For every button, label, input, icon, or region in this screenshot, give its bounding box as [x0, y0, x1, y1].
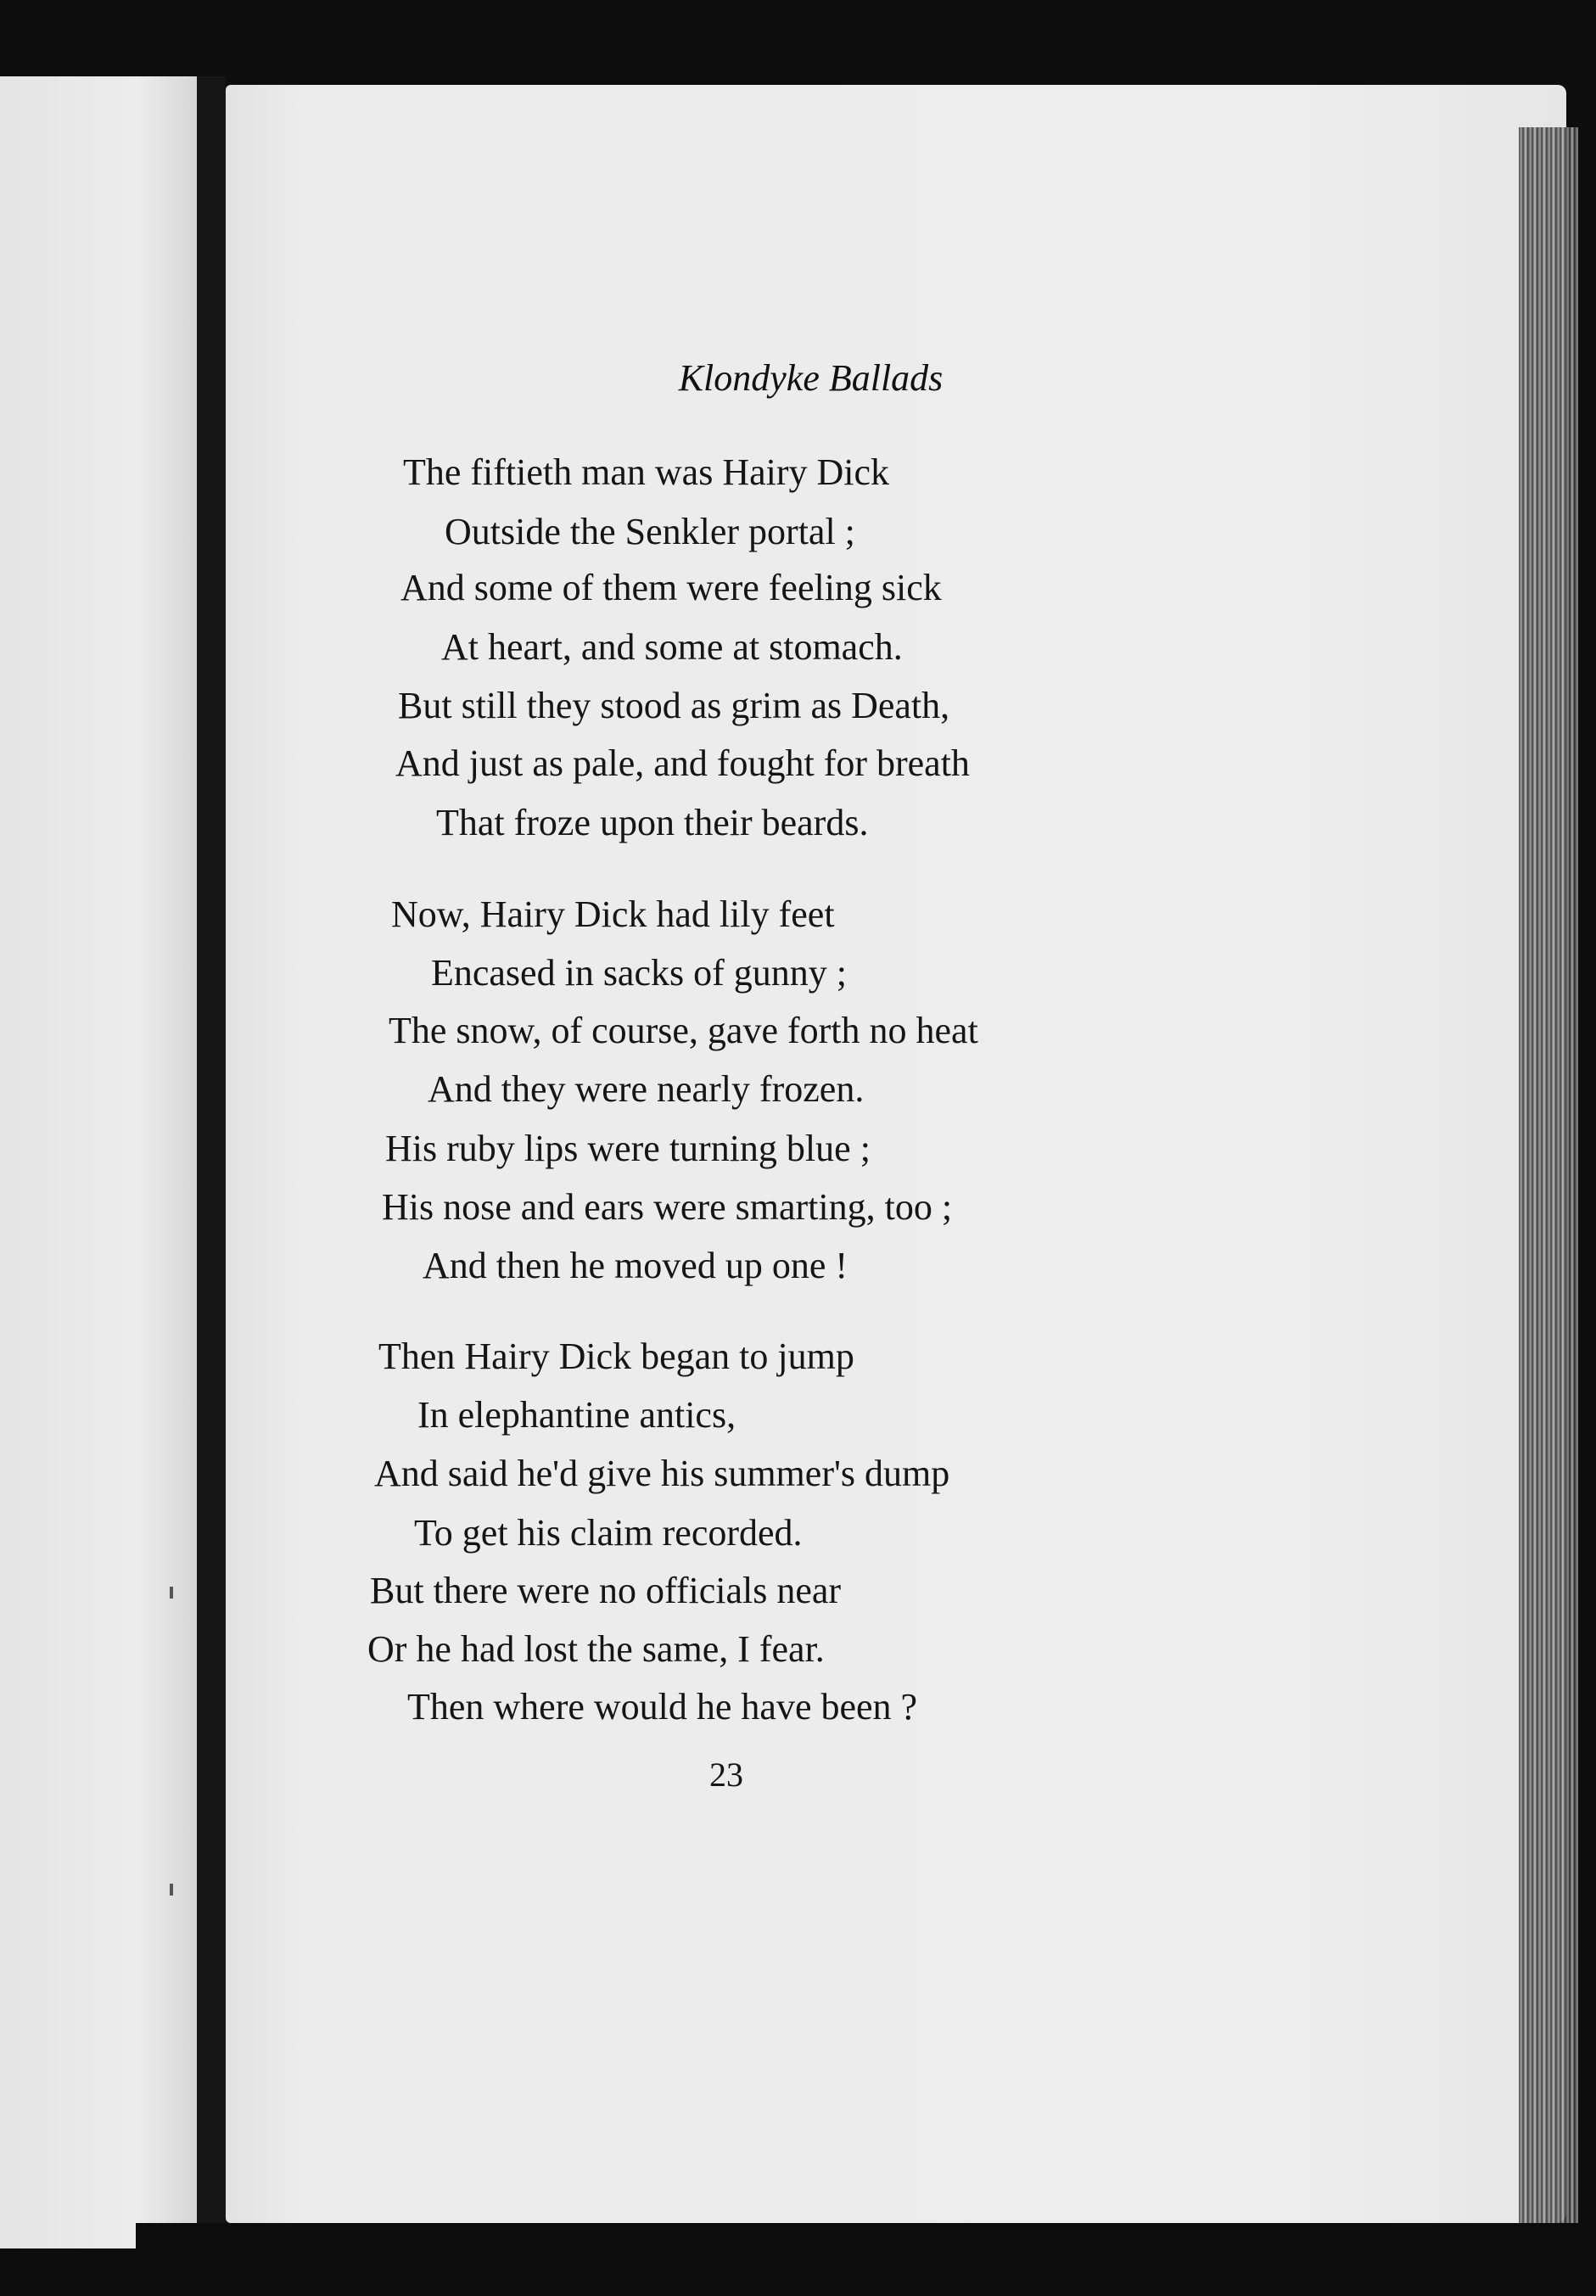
poem-line: To get his claim recorded. — [414, 1512, 803, 1554]
poem-line: At heart, and some at stomach. — [441, 626, 903, 668]
poem-line: And then he moved up one ! — [423, 1245, 848, 1286]
poem-line: His nose and ears were smarting, too ; — [382, 1186, 953, 1228]
poem-line: Encased in sacks of gunny ; — [431, 952, 847, 994]
poem-line: Or he had lost the same, I fear. — [367, 1628, 825, 1670]
poem-line: But still they stood as grim as Death, — [398, 685, 950, 726]
page-mark — [170, 1587, 173, 1599]
page-mark — [170, 1884, 173, 1896]
page-number: 23 — [709, 1756, 743, 1794]
poem-line: Then Hairy Dick began to jump — [378, 1336, 854, 1377]
poem-line: The fiftieth man was Hairy Dick — [403, 451, 890, 493]
poem-line: Then where would he have been ? — [407, 1686, 918, 1728]
poem-line: The snow, of course, gave forth no heat — [389, 1010, 978, 1051]
book-spine — [197, 76, 226, 2248]
page-edge-stack — [1519, 127, 1578, 2248]
poem-line: And they were nearly frozen. — [428, 1068, 865, 1110]
poem-line: And some of them were feeling sick — [400, 567, 942, 608]
poem-line: But there were no officials near — [370, 1570, 842, 1611]
bottom-shadow — [136, 2223, 1595, 2296]
poem-line: And just as pale, and fought for breath — [395, 742, 970, 784]
poem-line: And said he'd give his summer's dump — [374, 1453, 950, 1494]
left-page-margin — [0, 76, 197, 2248]
running-head: Klondyke Ballads — [678, 357, 944, 399]
poem-line: Now, Hairy Dick had lily feet — [391, 893, 835, 935]
poem-line: In elephantine antics, — [417, 1394, 736, 1436]
poem-line: That froze upon their beards. — [436, 802, 869, 843]
poem-line: His ruby lips were turning blue ; — [385, 1128, 871, 1169]
poem-line: Outside the Senkler portal ; — [445, 511, 855, 552]
